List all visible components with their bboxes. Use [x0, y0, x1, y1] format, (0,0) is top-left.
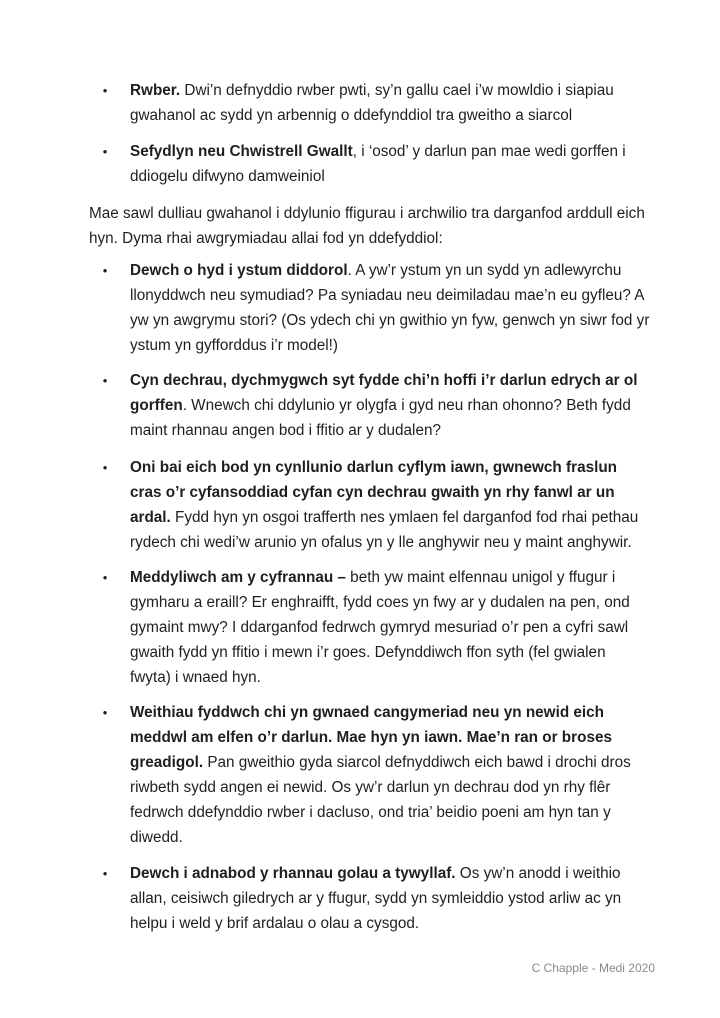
bullet-icon: • [102, 705, 108, 720]
item-text: Pan gweithio gyda siarcol defnyddiwch eich bawd i drochi dros riwbeth sydd angen ei newid. Os yw’r darlun yn dechrau dod yn rhy flêr fedrwch ddefynddio rwber i dacluso, ond tria’ beidio poeni am hyn tan y diwedd. [130, 754, 631, 846]
item-text: . A yw’r ystum yn un sydd yn adlewyrchu llonyddwch neu symudiad? Pa syniadau neu deimiladau mae’n eu gyfleu? A yw yn awgrymu stori? (Os ydech chi yn gwithio yn fyw, genwch yn siwr fod yr ystum yn gyfforddus i’r model!) [130, 262, 650, 354]
list-item [102, 368, 650, 443]
bullet-icon: • [102, 460, 108, 475]
list-item [102, 258, 650, 358]
bullet-icon: • [102, 263, 108, 278]
bullet-icon: • [102, 866, 108, 881]
bullet-icon: • [102, 373, 108, 388]
item-heading: Cyn dechrau, dychmygwch syt fydde chi’n hoffi i’r darlun edrych ar ol gorffen [130, 372, 638, 414]
item-heading: Oni bai eich bod yn cynllunio darlun cyflym iawn, gwnewch fraslun cras o’r cyfansoddiad cyfan cyn dechrau gwaith yn rhy fanwl ar un ardal. [130, 459, 618, 526]
item-text: , i ‘osod’ y darlun pan mae wedi gorffen i ddiogelu difwyno damweiniol [130, 143, 626, 185]
intro-paragraph: Mae sawl dulliau gwahanol i ddylunio ffigurau i archwilio tra darganfod arddull eich hyn. Dyma rhai awgrymiadau allai fod yn ddefyddiol: [89, 205, 645, 247]
item-heading: Dewch o hyd i ystum diddorol [130, 262, 348, 279]
item-text: beth yw maint elfennau unigol y ffugur i gymharu a eraill? Er enghraifft, fydd coes yn fwy ar y dudalen na pen, ond gymaint mwy? I ddarganfod fedrwch gymryd mesuriad o’r pen a cyfri sawl gwaith fydd yn ffitio i mewn i’r goes. Defynddiwch ffon syth (fel gwialen fwyta) i wnaed hyn. [130, 569, 630, 686]
item-text: Dwi’n defnyddio rwber pwti, sy’n gallu cael i’w mowldio i siapiau gwahanol ac sydd yn arbennig o ddefynddiol tra gweitho a siarcol [130, 82, 614, 124]
list-item [102, 861, 650, 936]
list-item [102, 455, 650, 555]
list-item [102, 139, 650, 189]
list-item [102, 700, 650, 850]
list-item [102, 565, 650, 690]
item-heading: Sefydlyn neu Chwistrell Gwallt [130, 143, 353, 160]
bullet-icon: • [102, 570, 108, 585]
list-item [102, 78, 650, 128]
item-heading: Rwber. [130, 82, 181, 99]
item-text: Os yw’n anodd i weithio allan, ceisiwch giledrych ar y ffugur, sydd yn symleiddio ystod arliw ac yn helpu i weld y brif ardalau o olau a cysgod. [130, 865, 622, 932]
item-heading: Dewch i adnabod y rhannau golau a tywyllaf. [130, 865, 456, 882]
item-text: Fydd hyn yn osgoi trafferth nes ymlaen fel darganfod fod rhai pethau rydech chi wedi’w arunio yn ofalus yn y lle anghywir neu y maint anghywir. [130, 509, 639, 551]
item-heading: Meddyliwch am y cyfrannau – [130, 569, 346, 586]
bullet-icon: • [102, 83, 108, 98]
page-footer: C Chapple - Medi 2020 [531, 961, 655, 975]
item-text: . Wnewch chi ddylunio yr olygfa i gyd neu rhan ohonno? Beth fydd maint rhannau angen bod i ffitio ar y dudalen? [130, 397, 631, 439]
item-heading: Weithiau fyddwch chi yn gwnaed cangymeriad neu yn newid eich meddwl am elfen o’r darlun. Mae hyn yn iawn. Mae’n ran or broses greadigol. [130, 704, 612, 771]
bullet-icon: • [102, 144, 108, 159]
